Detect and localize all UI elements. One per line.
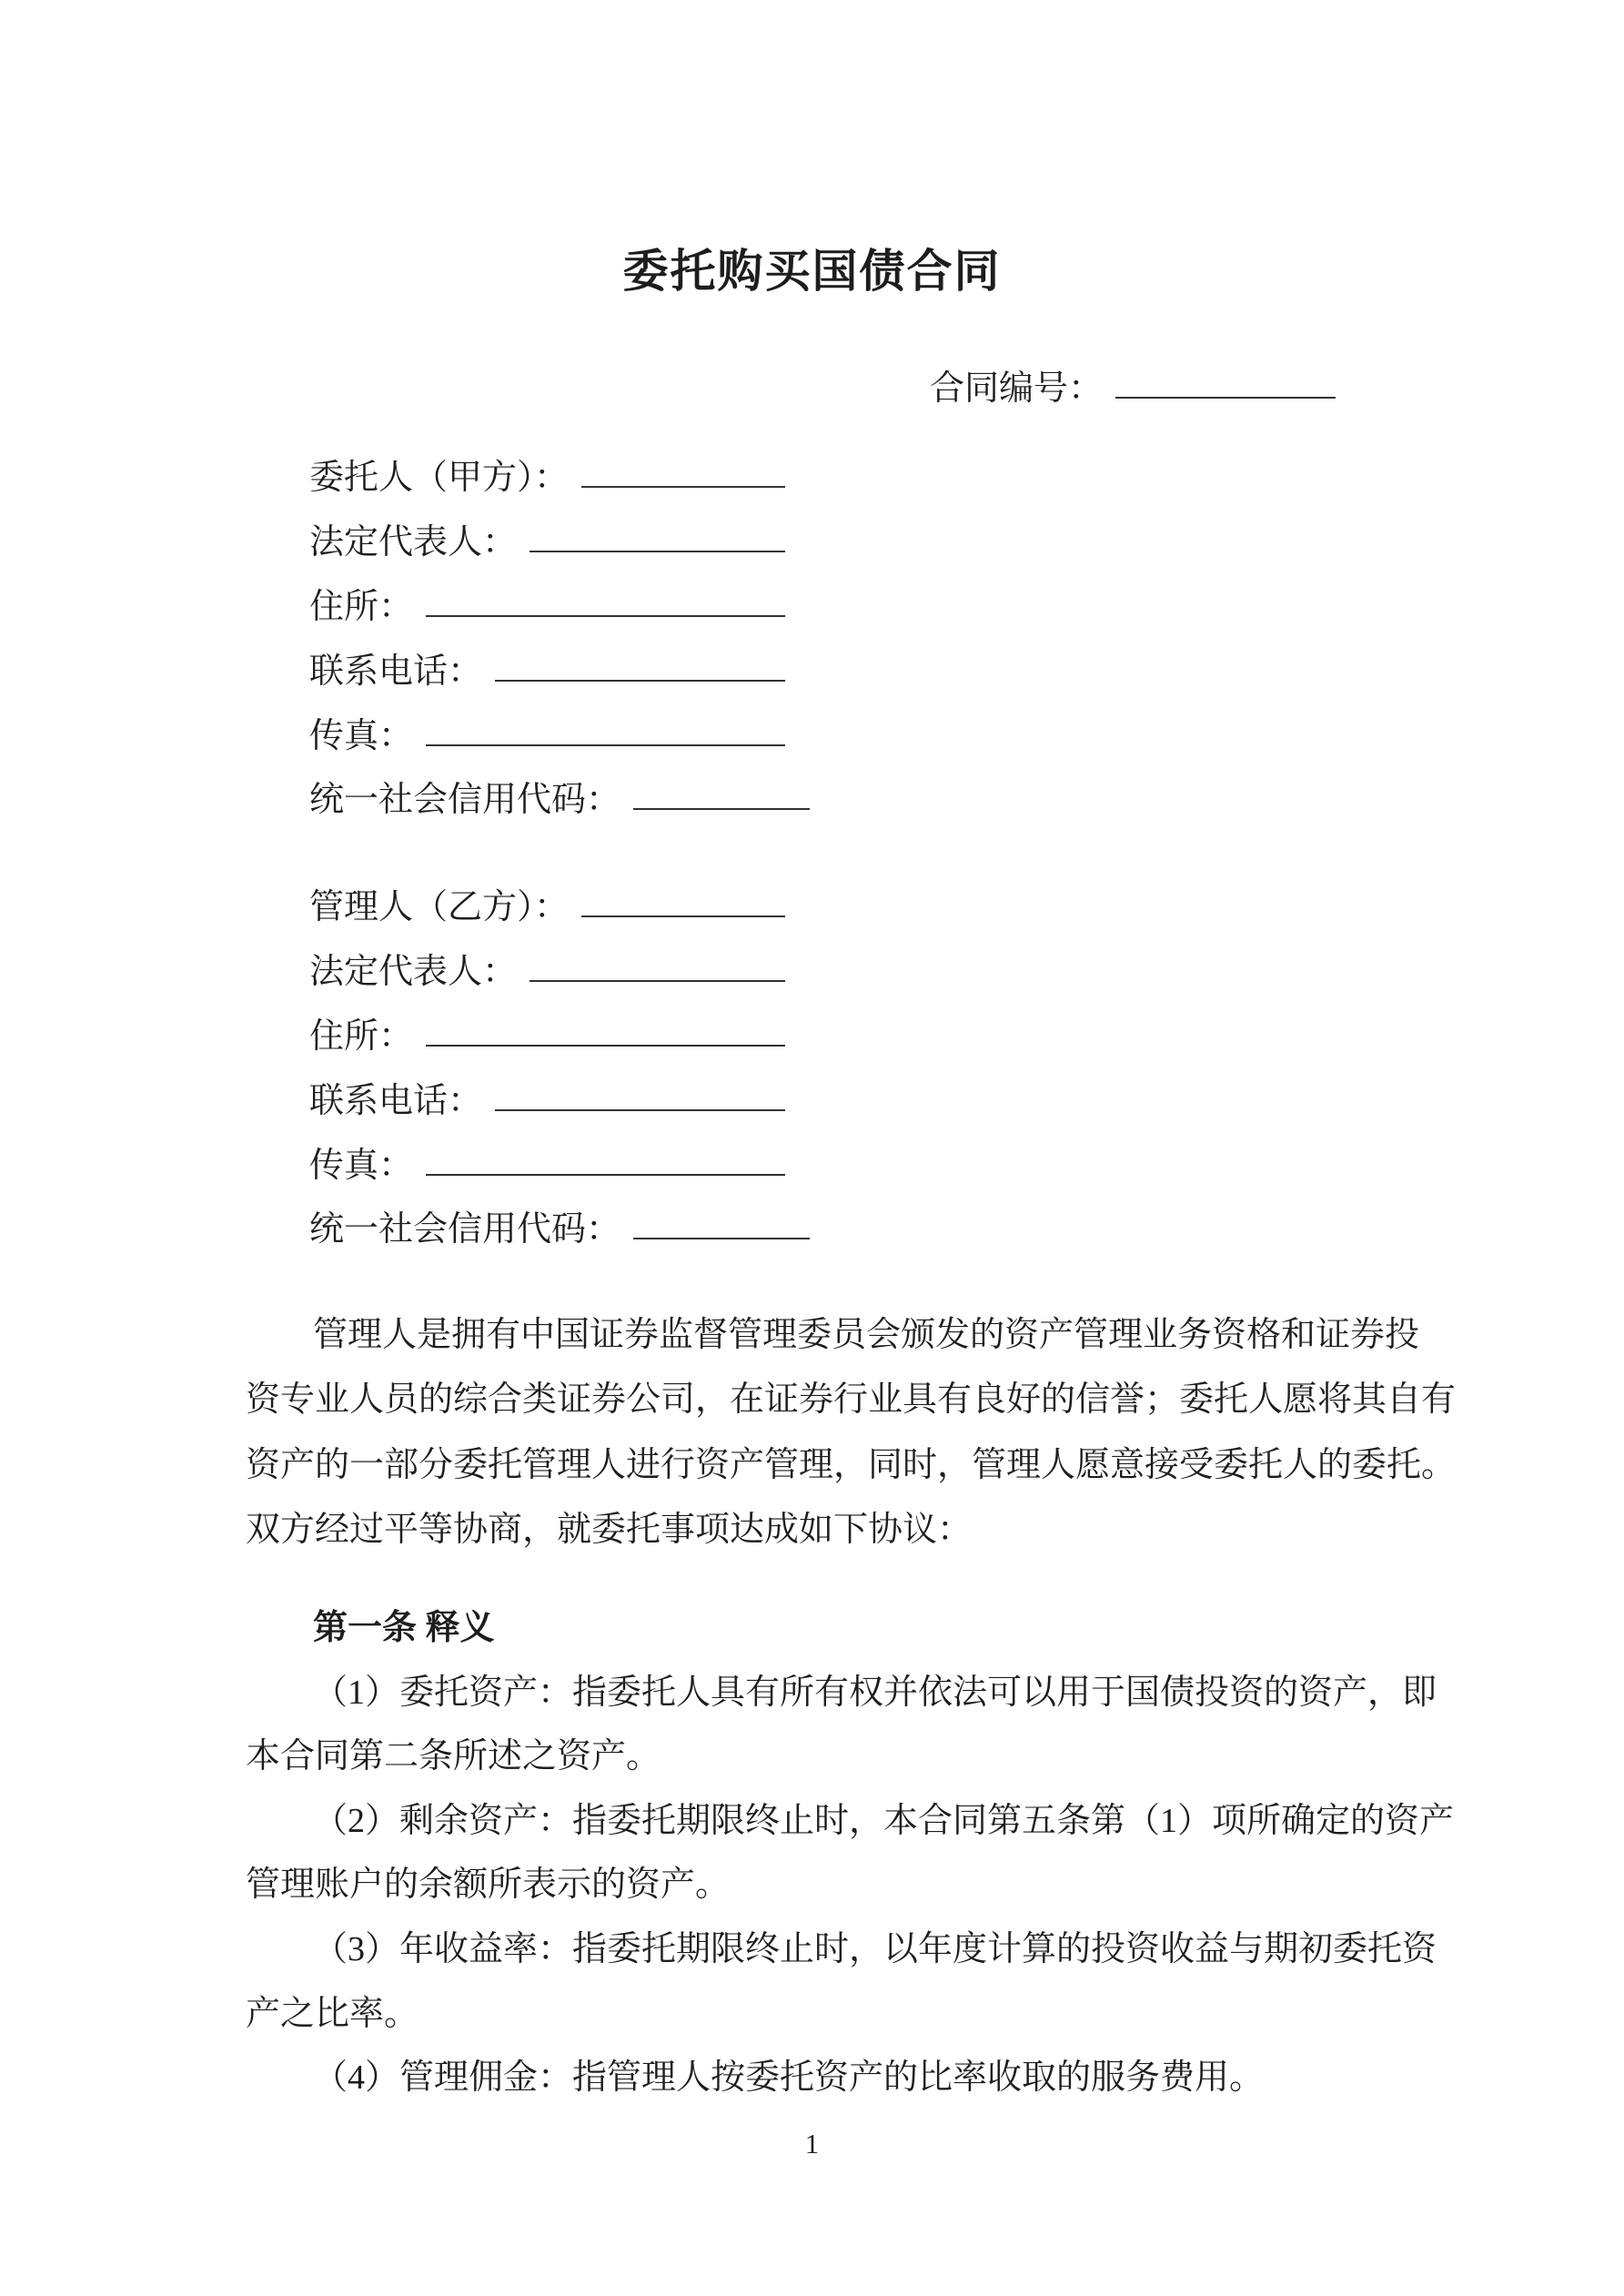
contract-number-row (930, 357, 1336, 421)
party-a-address-row (309, 575, 785, 640)
party-a-credit-code-label: 统一社会信用代码： (309, 781, 621, 820)
party-b-address-row (309, 1005, 785, 1069)
party-a-phone-row (309, 640, 785, 704)
article-1-section (246, 1596, 1455, 2110)
article-1-item-2-line: 管理账户的余额所表示的资产。 (246, 1866, 731, 1905)
preamble-line: 资专业人员的综合类证券公司，在证券行业具有良好的信誉；委托人愿将其自有 (246, 1381, 1457, 1420)
party-b-fax-label: 传真： (309, 1146, 414, 1185)
party-b-legal-rep-label: 法定代表人： (309, 952, 518, 991)
party-a-legal-rep-label: 法定代表人： (309, 522, 518, 561)
fill-in-blank (581, 875, 785, 917)
party-b-credit-code-row (309, 1198, 810, 1262)
party-a-fax-row (309, 704, 785, 769)
preamble-line: 管理人是拥有中国证券监督管理委员会颁发的资产管理业务资格和证券投 (313, 1316, 1420, 1354)
fill-in-blank (426, 575, 785, 617)
party-a-address-label: 住所： (309, 587, 414, 626)
article-1-heading: 第一条 释义 (313, 1609, 495, 1647)
fill-in-blank (530, 511, 785, 552)
article-1-item-2-line: （2）剩余资产：指委托期限终止时，本合同第五条第（1）项所确定的资产 (313, 1801, 1455, 1840)
party-b-phone-row (309, 1069, 785, 1134)
article-1-item-3-line: 产之比率。 (246, 1994, 419, 2033)
contract-number-blank (1115, 357, 1336, 399)
party-a-name-label: 委托人（甲方）： (309, 459, 570, 497)
party-a-fax-label: 传真： (309, 716, 414, 755)
party-a-phone-label: 联系电话： (309, 652, 483, 691)
preamble-line: 双方经过平等协商，就委托事项达成如下协议： (246, 1510, 973, 1549)
article-1-item-4-line: （4）管理佣金：指管理人按委托资产的比率收取的服务费用。 (313, 2058, 1265, 2098)
preamble-paragraph (246, 1303, 1457, 1563)
fill-in-blank (633, 768, 810, 810)
fill-in-blank (495, 640, 785, 682)
party-b-fax-row (309, 1134, 785, 1199)
document-title: 委托购买国债合同 (622, 246, 1002, 297)
fill-in-blank (495, 1069, 785, 1111)
fill-in-blank (633, 1198, 810, 1239)
article-1-item-1-line: 本合同第二条所述之资产。 (246, 1737, 661, 1776)
article-1-item-1-line: （1）委托资产：指委托人具有所有权并依法可以用于国债投资的资产，即 (313, 1673, 1437, 1712)
fill-in-blank (426, 704, 785, 746)
party-b-address-label: 住所： (309, 1017, 414, 1056)
preamble-line: 资产的一部分委托管理人进行资产管理，同时，管理人愿意接受委托人的委托。 (246, 1445, 1457, 1484)
party-a-name-row (309, 446, 785, 511)
party-b-phone-label: 联系电话： (309, 1081, 483, 1120)
contract-number-label: 合同编号： (930, 369, 1104, 408)
party-b-legal-rep-row (309, 940, 785, 1005)
party-a-legal-rep-row (309, 511, 785, 575)
fill-in-blank (426, 1005, 785, 1047)
party-b-name-row (309, 875, 785, 940)
party-b-section (309, 875, 810, 1262)
party-a-credit-code-row (309, 768, 810, 833)
article-1-item-3-line: （3）年收益率：指委托期限终止时，以年度计算的投资收益与期初委托资 (313, 1929, 1437, 1968)
party-b-credit-code-label: 统一社会信用代码： (309, 1210, 621, 1249)
fill-in-blank (581, 446, 785, 488)
party-a-section (309, 446, 810, 833)
party-b-name-label: 管理人（乙方）： (309, 888, 570, 926)
fill-in-blank (530, 940, 785, 982)
page-number: 1 (804, 2128, 820, 2159)
fill-in-blank (426, 1134, 785, 1176)
